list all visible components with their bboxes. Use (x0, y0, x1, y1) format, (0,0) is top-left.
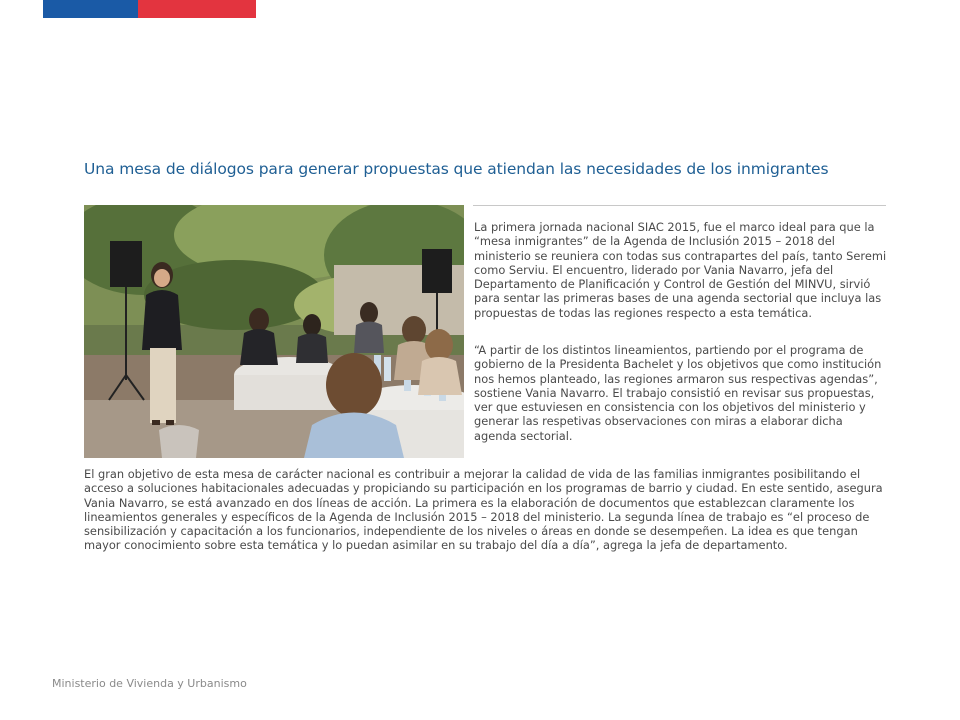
header-flag-bar (43, 0, 256, 18)
article-paragraph-2: “A partir de los distintos lineamientos, partiendo por el programa de gobierno de la Presidenta Bachelet y los objetivos que como institución nos hemos planteado, las regiones armaron sus respectivas agendas”, sostiene Vania Navarro. El trabajo consistió en revisar sus propuestas, ver que estuviesen en consistencia con los objetivos del ministerio y generar las respetivas observaciones con miras a elaborar dicha agenda sectorial. (474, 343, 882, 443)
article-paragraph-3: El gran objetivo de esta mesa de carácter nacional es contribuir a mejorar la calidad de vida de las familias inmigrantes posibilitando el acceso a soluciones habitacionales adecuadas y propiciando su participación en los programas de barrio y ciudad. En este sentido, asegura Vania Navarro, se está avanzado en dos líneas de acción. La primera es la elaboración de documentos que establezcan claramente los lineamientos generales y específicos de la Agenda de Inclusión 2015 – 2018 del ministerio. La segunda línea de trabajo es “el proceso de sensibilización y capacitación a los funcionarios, independiente de los niveles o áreas en donde se desempeñen. La idea es que tengan mayor conocimiento sobre esta temática y lo puedan asimilar en su trabajo del día a día”, agrega la jefa de departamento. (84, 467, 883, 553)
article-title: Una mesa de diálogos para generar propuestas que atiendan las necesidades de los inmigrantes (84, 160, 829, 178)
flag-blue-segment (43, 0, 138, 18)
meeting-photo (84, 205, 464, 458)
title-divider (473, 205, 886, 206)
article-paragraph-1: La primera jornada nacional SIAC 2015, fue el marco ideal para que la “mesa inmigrantes” de la Agenda de Inclusión 2015 – 2018 del ministerio se reuniera con todas sus contrapartes del país, tanto Seremi como Serviu. El encuentro, liderado por Vania Navarro, jefa del Departamento de Planificación y Control de Gestión del MINVU, sirvió para sentar las primeras bases de una agenda sectorial que incluya las propuestas de todas las regiones respecto a esta temática. (474, 220, 887, 320)
footer-ministry-name: Ministerio de Vivienda y Urbanismo (52, 677, 247, 690)
flag-red-segment (138, 0, 256, 18)
